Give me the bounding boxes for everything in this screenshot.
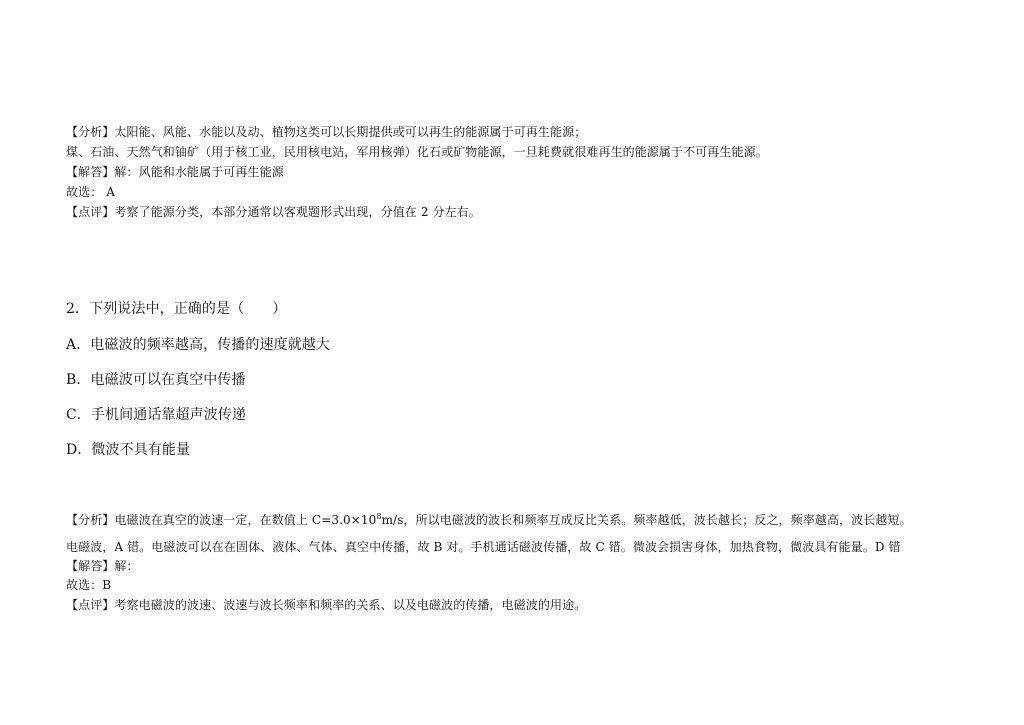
q2-analysis-exponent: 8 <box>376 512 382 521</box>
q1-answer: 【解答】解：风能和水能属于可再生能源 <box>66 165 284 179</box>
q2-analysis-line-1 <box>66 513 912 527</box>
q2-choice: 故选：B <box>66 578 112 592</box>
q2-analysis-line-2: 电磁波，A 错。电磁波可以在在固体、液体、气体、真空中传播，故 B 对。手机通话磁波传播，故 C 错。微波会损害身体，加热食物，微波具有能量。D 错 <box>66 540 901 554</box>
q2-analysis-line-1-text-a: 【分析】电磁波在真空的波速一定，在数值上 C=3.0×10 <box>66 513 377 527</box>
q2-option-a: A．电磁波的频率越高，传播的速度就越大 <box>66 337 331 353</box>
q2-option-c: C．手机间通话靠超声波传递 <box>66 407 247 423</box>
q2-answer: 【解答】解： <box>66 559 139 573</box>
q1-comment: 【点评】考察了能源分类，本部分通常以客观题形式出现，分值在 2 分左右。 <box>66 205 481 219</box>
q2-comment: 【点评】考察电磁波的波速、波速与波长频率和频率的关系、以及电磁波的传播，电磁波的用途。 <box>66 598 587 612</box>
q2-option-b: B．电磁波可以在真空中传播 <box>66 372 246 388</box>
q2-analysis-line-1-text-b: m/s，所以电磁波的波长和频率互成反比关系。频率越低，波长越长；反之，频率越高，波长越短。 <box>381 513 912 527</box>
q2-option-d: D．微波不具有能量 <box>66 442 191 458</box>
q1-analysis-line-1: 【分析】太阳能、风能、水能以及动、植物这类可以长期提供或可以再生的能源属于可再生能源； <box>66 125 587 139</box>
q1-choice: 故选： A <box>66 185 115 199</box>
q1-analysis-line-2: 煤、石油、天然气和铀矿（用于核工业，民用核电站，军用核弹）化石或矿物能源，一旦耗费就很难再生的能源属于不可再生能源。 <box>66 145 768 159</box>
q2-stem: 2．下列说法中，正确的是（ ） <box>66 301 287 317</box>
